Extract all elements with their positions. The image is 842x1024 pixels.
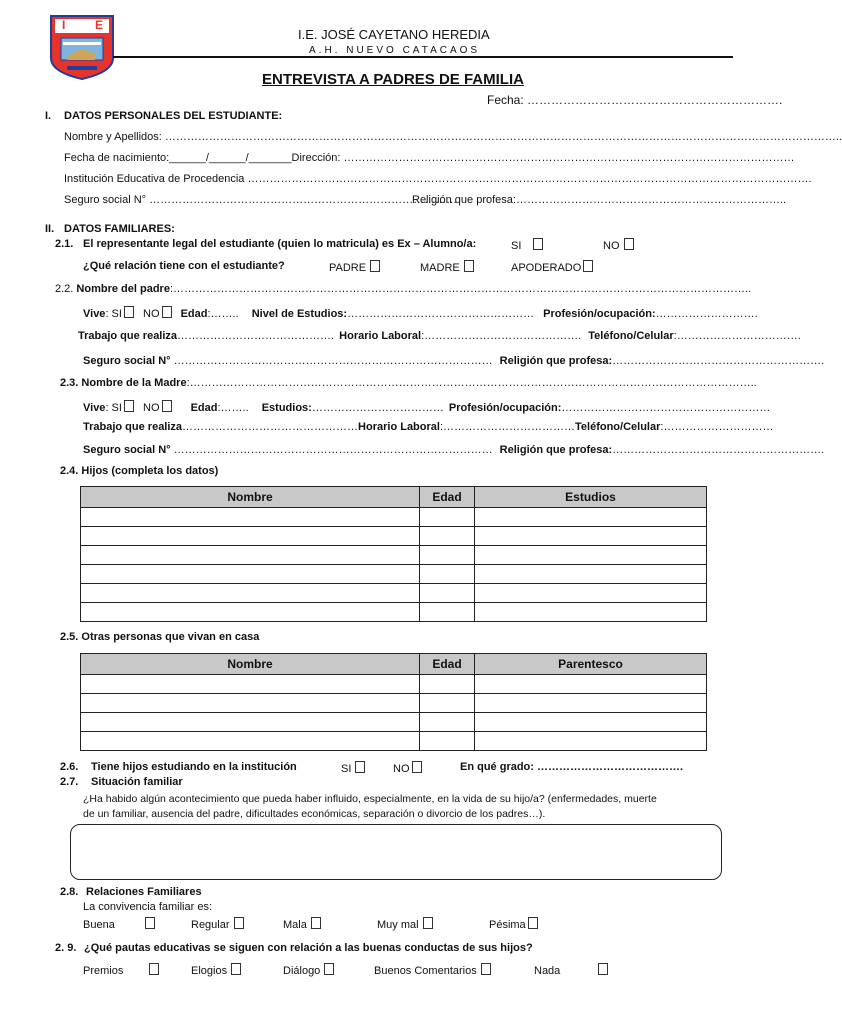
checkbox-icon[interactable] (124, 400, 134, 412)
school-location: A.H. NUEVO CATACAOS (309, 45, 481, 56)
pautas-elogios-option[interactable] (191, 963, 241, 977)
table-cell[interactable] (475, 732, 707, 751)
mother-work-row (83, 421, 773, 433)
convivencia-pesima-option[interactable] (489, 917, 538, 931)
student-religion-field[interactable]: Religión que profesa:……………………………………………………………….. (412, 194, 787, 206)
edad-label: Edad (190, 402, 218, 414)
table-cell[interactable] (81, 584, 420, 603)
checkbox-icon[interactable] (311, 917, 321, 929)
table-cell[interactable] (81, 546, 420, 565)
nivel-estudios-dots[interactable]: …………………………………………… (347, 308, 535, 320)
checkbox-icon[interactable] (355, 761, 365, 773)
ex-alumno-si-option[interactable] (511, 238, 543, 252)
profesion-dots[interactable]: ………………………………………………… (561, 402, 771, 414)
column-header-edad: Edad (420, 487, 475, 508)
school-logo (49, 14, 115, 80)
table-cell[interactable] (475, 675, 707, 694)
table-cell[interactable] (81, 527, 420, 546)
telefono-dots[interactable]: :………………………… (660, 421, 774, 433)
vive-si-label: : SI (105, 308, 122, 320)
pautas-nada-option[interactable] (534, 963, 608, 977)
pautas-dialogo-option[interactable] (283, 963, 334, 977)
checkbox-icon[interactable] (324, 963, 334, 975)
table-cell[interactable] (81, 732, 420, 751)
logo-letter-right: E (95, 18, 104, 32)
student-social-security-field[interactable]: Seguro social N° ………………………………………………………………………… (64, 194, 458, 206)
trabajo-label: Trabajo que realiza (78, 330, 178, 342)
horario-label: Horario Laboral (339, 330, 422, 342)
seguro-label: Seguro social N° (83, 355, 171, 367)
column-header-nombre: Nombre (81, 487, 420, 508)
mother-security-row (83, 444, 824, 456)
table-cell[interactable] (420, 603, 475, 622)
option-label: Buena (83, 919, 115, 931)
table-cell[interactable] (81, 603, 420, 622)
mother-name-dots: :……………………………………………………………………………………………………………………………………….. (186, 377, 757, 389)
table-cell[interactable] (475, 713, 707, 732)
ex-alumno-no-option[interactable] (603, 238, 634, 252)
father-details-row (83, 306, 758, 320)
option-label: Muy mal (377, 919, 419, 931)
checkbox-icon[interactable] (124, 306, 134, 318)
checkbox-icon[interactable] (231, 963, 241, 975)
siblings-no-option[interactable] (393, 761, 422, 775)
edad-dots[interactable]: :…….. (217, 402, 249, 414)
table-cell[interactable] (420, 584, 475, 603)
origin-institution-field[interactable]: Institución Educativa de Procedencia ………………………………………………………………………………………………………………………………………. (64, 173, 812, 185)
relationship-madre-option[interactable] (420, 260, 474, 274)
father-security-row (83, 355, 824, 367)
student-name-field[interactable]: Nombre y Apellidos: ………………………………………………………………………………………………………………………………………………………………….. (64, 131, 842, 143)
checkbox-icon[interactable] (370, 260, 380, 272)
q23-number: 2.3. (60, 377, 79, 389)
checkbox-icon[interactable] (412, 761, 422, 773)
table-row (81, 565, 707, 584)
convivencia-regular-option[interactable] (191, 917, 244, 931)
column-header-estudios: Estudios (475, 487, 707, 508)
father-name-label: Nombre del padre (76, 283, 170, 295)
option-label: SI (511, 240, 522, 252)
others-table (80, 653, 707, 751)
table-cell[interactable] (81, 713, 420, 732)
column-header-nombre: Nombre (81, 654, 420, 675)
father-name-dots: :………………………………………………………………………………………………………………………………………….. (169, 283, 752, 295)
father-name-field[interactable] (55, 283, 752, 295)
table-cell[interactable] (420, 565, 475, 584)
header-divider (113, 56, 733, 58)
table-cell[interactable] (475, 565, 707, 584)
q26-number: 2.6. (60, 761, 79, 773)
religion-label: Religión que profesa: (499, 355, 613, 367)
convivencia-mala-option[interactable] (283, 917, 321, 931)
section2-title: DATOS FAMILIARES: (64, 223, 175, 235)
checkbox-icon[interactable] (423, 917, 433, 929)
q26-text: Tiene hijos estudiando en la institución (91, 761, 297, 773)
q21-number: 2.1. (55, 238, 74, 250)
grade-dots: …………………………………. (533, 761, 684, 773)
family-situation-textarea[interactable] (70, 824, 722, 880)
profesion-label: Profesión/ocupación: (543, 308, 656, 320)
checkbox-icon[interactable] (162, 400, 172, 412)
religion-dots[interactable]: …………………………………………………. (612, 444, 825, 456)
vive-label: Vive (83, 402, 106, 414)
convivencia-label: La convivencia familiar es: (83, 901, 213, 913)
children-table (80, 486, 707, 622)
q21-text: El representante legal del estudiante (quien lo matricula) es Ex – Alumno/a: (83, 238, 477, 250)
q27-title: Situación familiar (91, 776, 183, 788)
checkbox-icon[interactable] (624, 238, 634, 250)
checkbox-icon[interactable] (234, 917, 244, 929)
option-label: NO (603, 240, 620, 252)
checkbox-icon[interactable] (162, 306, 172, 318)
page-title: ENTREVISTA A PADRES DE FAMILIA (262, 71, 524, 88)
column-header-edad: Edad (420, 654, 475, 675)
option-label: Buenos Comentarios (374, 965, 477, 977)
vive-label: Vive (83, 308, 106, 320)
edad-label: Edad (180, 308, 208, 320)
table-cell[interactable] (475, 584, 707, 603)
mother-name-field[interactable] (60, 377, 757, 389)
telefono-label: Teléfono/Celular (588, 330, 674, 342)
father-work-row (78, 330, 801, 342)
table-cell[interactable] (81, 694, 420, 713)
checkbox-icon[interactable] (149, 963, 159, 975)
table-cell[interactable] (475, 694, 707, 713)
convivencia-buena-option[interactable] (83, 917, 155, 931)
pautas-premios-option[interactable] (83, 963, 159, 977)
table-cell[interactable] (420, 713, 475, 732)
checkbox-icon[interactable] (528, 917, 538, 929)
grade-field[interactable] (460, 761, 683, 773)
pautas-buenos-comentarios-option[interactable] (374, 963, 491, 977)
q27-number: 2.7. (60, 776, 79, 788)
nivel-estudios-label: Nivel de Estudios: (251, 308, 348, 320)
checkbox-icon[interactable] (464, 260, 474, 272)
table-row (81, 713, 707, 732)
q29-number: 2. 9. (55, 942, 77, 954)
q28-number: 2.8. (60, 886, 79, 898)
others-section-title: 2.5. Otras personas que vivan en casa (60, 631, 260, 643)
logo-letter-left: I (62, 18, 66, 32)
horario-dots[interactable]: :……………………………………. (421, 330, 582, 342)
telefono-label: Teléfono/Celular (575, 421, 661, 433)
profesion-label: Profesión/ocupación: (448, 402, 562, 414)
table-cell[interactable] (420, 546, 475, 565)
section2-number: II. (45, 223, 55, 235)
checkbox-icon[interactable] (145, 917, 155, 929)
section1-number: I. (45, 110, 52, 122)
siblings-si-option[interactable] (341, 761, 365, 775)
estudios-label: Estudios: (261, 402, 312, 414)
column-header-parentesco: Parentesco (475, 654, 707, 675)
date-field[interactable]: Fecha: ………………………………………………………. (487, 93, 783, 107)
estudios-dots[interactable]: ……………………………… (311, 402, 444, 414)
option-label: PADRE (329, 262, 367, 274)
option-label: MADRE (420, 262, 460, 274)
religion-label: Religión que profesa: (499, 444, 613, 456)
option-label: NO (393, 763, 410, 775)
table-cell[interactable] (420, 732, 475, 751)
vive-si-label: : SI (105, 402, 122, 414)
relationship-question: ¿Qué relación tiene con el estudiante? (83, 260, 285, 272)
option-label: Premios (83, 965, 124, 977)
table-header-row (81, 654, 707, 675)
checkbox-icon[interactable] (481, 963, 491, 975)
grade-label: En qué grado: (460, 761, 534, 773)
checkbox-icon[interactable] (583, 260, 593, 272)
edad-dots[interactable]: :…….. (207, 308, 239, 320)
q29-title: ¿Qué pautas educativas se siguen con relación a las buenas conductas de sus hijos? (84, 942, 533, 954)
checkbox-icon[interactable] (598, 963, 608, 975)
convivencia-muymal-option[interactable] (377, 917, 433, 931)
table-header-row (81, 487, 707, 508)
option-label: Mala (283, 919, 307, 931)
seguro-dots[interactable]: …………………………………………………………………………… (170, 355, 493, 367)
table-cell[interactable] (475, 603, 707, 622)
seguro-dots[interactable]: …………………………………………………………………………… (170, 444, 493, 456)
option-label: Diálogo (283, 965, 321, 977)
table-cell[interactable] (475, 527, 707, 546)
table-row (81, 603, 707, 622)
relationship-apoderado-option[interactable] (511, 260, 593, 274)
table-cell[interactable] (81, 565, 420, 584)
seguro-label: Seguro social N° (83, 444, 171, 456)
q27-question-line1: ¿Ha habido algún acontecimiento que pueda haber influido, especialmente, en la vida de su hijo/a? (enfermedades, muerte (83, 793, 657, 805)
table-row (81, 694, 707, 713)
trabajo-dots[interactable]: ……………………………………. (177, 330, 335, 342)
option-label: Elogios (191, 965, 228, 977)
option-label: Regular (191, 919, 230, 931)
table-cell[interactable] (420, 694, 475, 713)
religion-dots[interactable]: …………………………………………………. (612, 355, 825, 367)
table-cell[interactable] (420, 508, 475, 527)
horario-label: Horario Laboral (358, 421, 440, 433)
q22-number: 2.2. (55, 283, 74, 295)
table-cell[interactable] (420, 675, 475, 694)
horario-dots[interactable]: :……………………………… (439, 421, 576, 433)
table-cell[interactable] (81, 675, 420, 694)
option-label: APODERADO (511, 262, 582, 274)
checkbox-icon[interactable] (533, 238, 543, 250)
vive-no-label: NO (143, 308, 160, 320)
school-name: I.E. JOSÉ CAYETANO HEREDIA (298, 27, 490, 42)
relationship-padre-option[interactable] (329, 260, 380, 274)
birth-date-address-field[interactable]: Fecha de nacimiento:______/______/_______Dirección: …………………………………………………………………………………………………………… (64, 152, 795, 164)
table-cell[interactable] (475, 508, 707, 527)
mother-details-row (83, 400, 770, 414)
table-row (81, 732, 707, 751)
table-row (81, 527, 707, 546)
table-row (81, 584, 707, 603)
q28-title: Relaciones Familiares (86, 886, 202, 898)
telefono-dots[interactable]: :……………………………. (673, 330, 801, 342)
q27-question-line2: de un familiar, ausencia del padre, dificultades económicas, separación o divorcio de los padres…). (83, 808, 546, 820)
table-cell[interactable] (420, 527, 475, 546)
trabajo-dots[interactable]: ………………………………………… (182, 421, 359, 433)
table-row (81, 675, 707, 694)
profesion-dots[interactable]: ………………………. (655, 308, 758, 320)
school-shield-icon (49, 14, 115, 80)
mother-name-label: Nombre de la Madre (81, 377, 187, 389)
option-label: Nada (534, 965, 561, 977)
vive-no-label: NO (143, 402, 160, 414)
table-row (81, 508, 707, 527)
table-cell[interactable] (81, 508, 420, 527)
trabajo-label: Trabajo que realiza (83, 421, 183, 433)
section1-title: DATOS PERSONALES DEL ESTUDIANTE: (64, 110, 283, 122)
table-cell[interactable] (475, 546, 707, 565)
children-section-title: 2.4. Hijos (completa los datos) (60, 465, 219, 477)
option-label: Pésima (489, 919, 526, 931)
option-label: SI (341, 763, 352, 775)
table-row (81, 546, 707, 565)
